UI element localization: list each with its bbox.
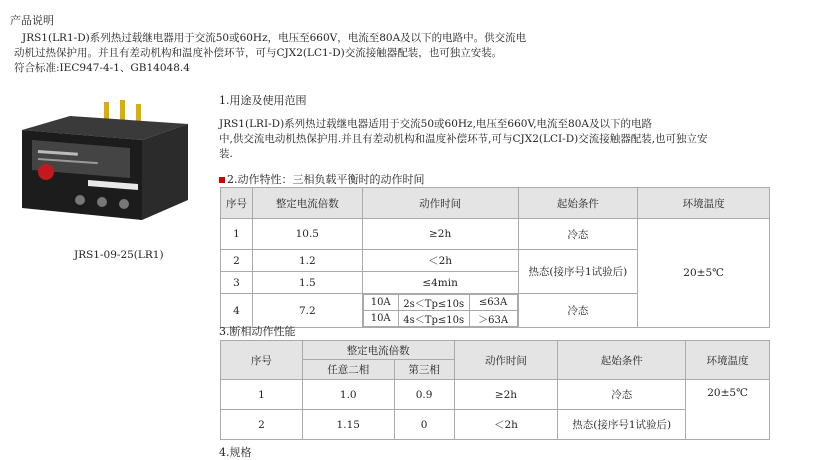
any-two-phase-multiple: 1.15 xyxy=(302,410,394,440)
intro-standard-line: 符合标准:IEC947-4-1、GB14048.4 xyxy=(14,62,190,74)
current-multiple: 10.5 xyxy=(252,219,362,250)
action-time: ＜2h xyxy=(362,250,518,272)
table-row xyxy=(221,380,770,410)
section-1-title: 1.用途及使用范围 xyxy=(219,94,307,107)
table-header: 环境温度 xyxy=(638,188,770,219)
current-multiple: 1.2 xyxy=(252,250,362,272)
current-multiple: 7.2 xyxy=(252,294,362,328)
section-4-title: 4.规格 xyxy=(219,446,252,459)
red-bullet-icon xyxy=(219,177,225,183)
sub-time-range: 2s＜Tp≤10s xyxy=(398,295,469,311)
screw-terminal xyxy=(97,197,107,207)
table-header: 整定电流倍数 xyxy=(302,341,454,360)
intro-title: 产品说明 xyxy=(10,14,54,27)
intro-line-2: 动机过热保护用。并且有差动机构和温度补偿环节，可与CJX2(LC1-D)交流接触器配装，也可独立安装。 xyxy=(14,47,503,59)
table-header: 第三相 xyxy=(394,360,454,380)
row-number: 3 xyxy=(221,272,253,294)
sub-current: 10A xyxy=(363,311,398,327)
action-time-subtable-cell xyxy=(362,294,518,328)
screw-terminal xyxy=(119,199,129,209)
section-2-title-text: 2.动作特性：三相负载平衡时的动作时间 xyxy=(227,173,425,186)
any-two-phase-multiple: 1.0 xyxy=(302,380,394,410)
start-condition: 冷态 xyxy=(518,294,638,328)
table-header: 动作时间 xyxy=(454,341,558,380)
third-phase-multiple: 0 xyxy=(394,410,454,440)
table-header: 起始条件 xyxy=(558,341,686,380)
table-header: 环境温度 xyxy=(686,341,770,380)
row-number: 2 xyxy=(221,410,303,440)
action-time: ＜2h xyxy=(454,410,558,440)
row-number: 1 xyxy=(221,380,303,410)
row-number: 2 xyxy=(221,250,253,272)
table-header: 整定电流倍数 xyxy=(252,188,362,219)
photo-caption: JRS1-09-25(LR1) xyxy=(74,249,164,261)
current-multiple: 1.5 xyxy=(252,272,362,294)
intro-line-1: JRS1(LR1-D)系列热过载继电器用于交流50或60Hz，电压至660V，电流至80A及以下的电路中。供交流电 xyxy=(22,32,527,44)
phase-loss-table xyxy=(220,340,770,440)
start-condition: 冷态 xyxy=(518,219,638,250)
adjustment-dial xyxy=(38,164,54,180)
action-time-subtable xyxy=(363,294,518,327)
section-1-line-3: 装. xyxy=(219,148,233,160)
action-time: ≥2h xyxy=(362,219,518,250)
sub-time-range: 4s＜Tp≤10s xyxy=(398,311,469,327)
table-header: 序号 xyxy=(221,341,303,380)
section-1-line-1: JRS1(LRI-D)系列热过载继电器适用于交流50或60Hz,电压至660V,电流至80A及以下的电路 xyxy=(219,118,652,130)
section-3-title: 3.断相动作性能 xyxy=(219,325,296,338)
screw-terminal xyxy=(75,195,85,205)
start-condition: 热态(接序号1试验后) xyxy=(518,250,638,294)
start-condition: 冷态 xyxy=(558,380,686,410)
table-row xyxy=(221,219,770,250)
ambient-temperature: 20±5℃ xyxy=(638,219,770,328)
table-header: 起始条件 xyxy=(518,188,638,219)
sub-current: 10A xyxy=(363,295,398,311)
table-header: 任意二相 xyxy=(302,360,394,380)
ambient-temperature: 20±5℃ xyxy=(686,380,770,440)
section-2-title xyxy=(219,171,425,187)
table-header: 序号 xyxy=(221,188,253,219)
action-time: ≤4min xyxy=(362,272,518,294)
row-number: 1 xyxy=(221,219,253,250)
action-time: ≥2h xyxy=(454,380,558,410)
sub-current-limit: ≤63A xyxy=(469,295,517,311)
product-photo xyxy=(10,100,200,230)
relay-side xyxy=(142,124,188,220)
table-header: 动作时间 xyxy=(362,188,518,219)
row-number: 4 xyxy=(221,294,253,328)
start-condition: 热态(接序号1试验后) xyxy=(558,410,686,440)
balanced-load-table xyxy=(220,187,770,328)
third-phase-multiple: 0.9 xyxy=(394,380,454,410)
section-1-line-2: 中,供交流电动机热保护用.并且有差动机构和温度补偿环节,可与CJX2(LCI-D)交流接触器配装,也可独立安 xyxy=(219,133,708,145)
sub-current-limit: ＞63A xyxy=(469,311,517,327)
